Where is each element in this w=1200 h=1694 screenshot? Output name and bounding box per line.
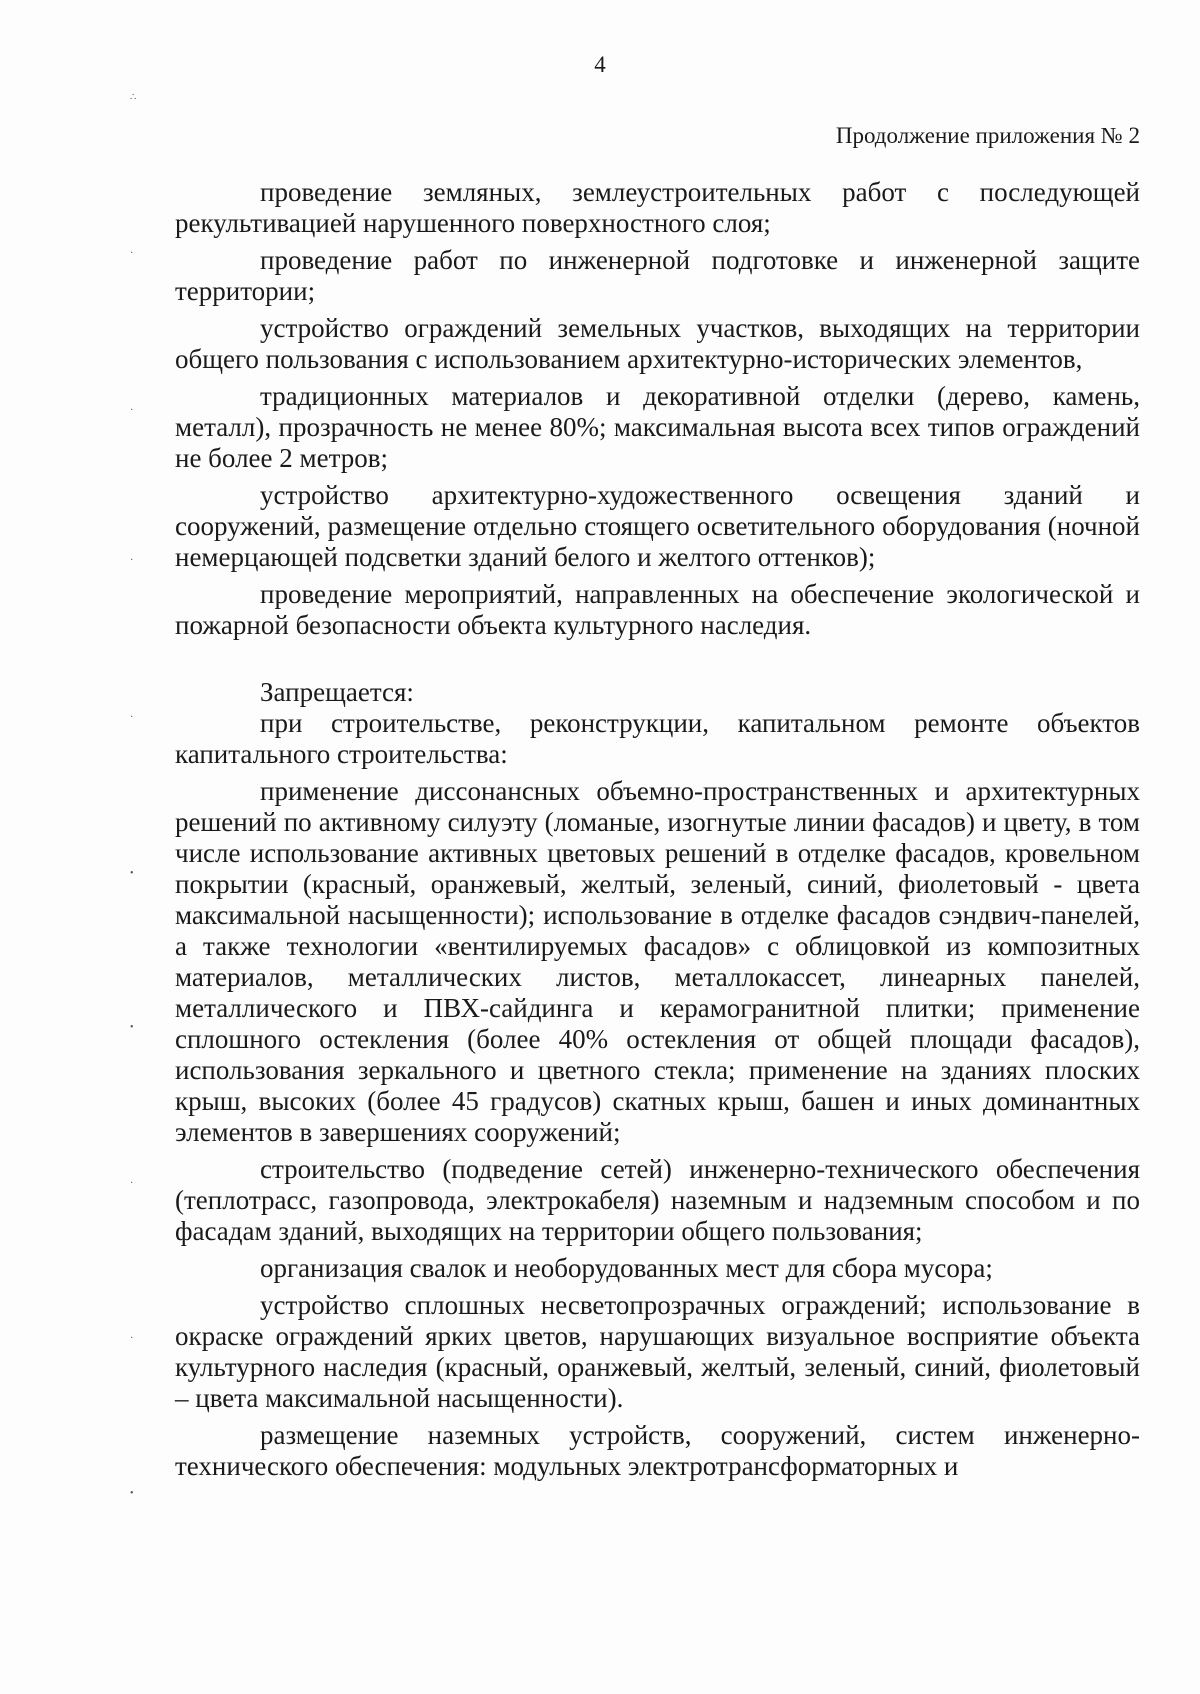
margin-speck: •	[130, 1022, 134, 1033]
paragraph: устройство сплошных несветопрозрачных ограждений; использование в окраске ограждений ярких цветов, нарушающих визуальное восприятие объекта культурного наследия (красный, оранжевый, желтый, зеленый, синий, фиолетовый – цвета максимальной насыщенности).	[175, 1290, 1140, 1413]
paragraph: применение диссонансных объемно-пространственных и архитектурных решений по активному силуэту (ломаные, изогнутые линии фасадов) и цвету, в том числе использование активных цветовых решений в отделке фасадов, кровельном покрытии (красный, оранжевый, желтый, зеленый, синий, фиолетовый - цвета максимальной насыщенности); использование в отделке фасадов сэндвич-панелей, а также технологии «вентилируемых фасадов» с облицовкой из композитных материалов, металлических листов, металлокассет, линеарных панелей, металлического и ПВХ-сайдинга и керамогранитной плитки; применение сплошного остекления (более 40% остекления от общей площади фасадов), использования зеркального и цветного стекла; применение на зданиях плоских крыш, высоких (более 45 градусов) скатных крыш, башен и иных доминантных элементов в завершениях сооружений;	[175, 776, 1140, 1147]
margin-speck: ·	[130, 712, 134, 723]
margin-speck: •	[130, 1488, 134, 1499]
document-body	[175, 177, 1140, 1482]
paragraph: размещение наземных устройств, сооружений, систем инженерно-технического обеспечения: модульных электротрансформаторных и	[175, 1420, 1140, 1481]
paragraph: устройство ограждений земельных участков, выходящих на территории общего пользования с использованием архитектурно-исторических элементов,	[175, 313, 1140, 374]
section-heading: Запрещается:	[260, 677, 414, 707]
margin-speck: ·	[130, 1333, 134, 1344]
page-number: 4	[594, 52, 606, 77]
margin-speck: •	[130, 868, 134, 879]
paragraph: организация свалок и необорудованных мест для сбора мусора;	[260, 1253, 993, 1283]
paragraph: традиционных материалов и декоративной отделки (дерево, камень, металл), прозрачность не менее 80%; максимальная высота всех типов ограждений не более 2 метров;	[175, 381, 1140, 473]
margin-speck: ·	[130, 248, 134, 259]
margin-speck: ·	[130, 405, 134, 416]
paragraph: при строительстве, реконструкции, капитальном ремонте объектов капитального строительства:	[175, 708, 1140, 769]
margin-speck: ∴	[130, 92, 137, 103]
paragraph: проведение мероприятий, направленных на обеспечение экологической и пожарной безопасности объекта культурного наследия.	[175, 579, 1140, 640]
paragraph: проведение земляных, землеустроительных работ с последующей рекультивацией нарушенного поверхностного слоя;	[175, 177, 1140, 238]
appendix-note: Продолжение приложения № 2	[835, 123, 1140, 148]
margin-speck: ·	[130, 1178, 134, 1189]
margin-speck: ·	[130, 555, 134, 566]
paragraph: проведение работ по инженерной подготовке и инженерной защите территории;	[175, 245, 1140, 306]
paragraph: строительство (подведение сетей) инженерно-технического обеспечения (теплотрасс, газопровода, электрокабеля) наземным и надземным способом и по фасадам зданий, выходящих на территории общего пользования;	[175, 1154, 1140, 1246]
paragraph: устройство архитектурно-художественного освещения зданий и сооружений, размещение отдельно стоящего осветительного оборудования (ночной немерцающей подсветки зданий белого и желтого оттенков);	[175, 480, 1140, 572]
